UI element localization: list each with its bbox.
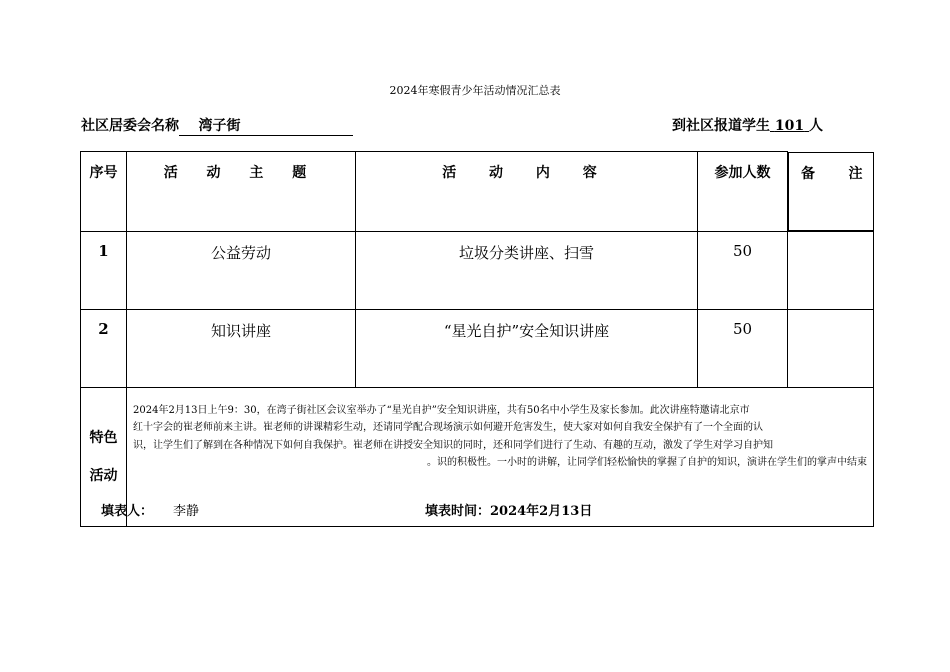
feature-line: 识，让学生们了解到在各种情况下如何自我保护。崔老师在讲授安全知识的同时，还和同学们进行了生动、有趣的互动，激发了学生对学习自护知 [133, 439, 773, 451]
row-note [788, 309, 874, 387]
filler-name: 李静 [173, 504, 200, 519]
students-count-underline [770, 118, 809, 134]
col-header-note-a: 备 [801, 165, 815, 182]
table-row [81, 231, 874, 309]
committee-field [81, 115, 353, 136]
row-theme: 知识讲座 [127, 309, 356, 387]
committee-name: 湾子街 [198, 118, 241, 134]
row-note [788, 231, 874, 309]
committee-name-underline [179, 118, 353, 136]
fill-date: 填表时间：2024年2月13日 [425, 504, 593, 519]
document-title: 2024年寒假青少年活动情况汇总表 [389, 84, 561, 97]
students-count: 101 [774, 118, 805, 134]
col-header-note [788, 152, 874, 231]
row-index: 1 [81, 231, 127, 309]
committee-label: 社区居委会名称 [81, 118, 179, 134]
students-field [672, 115, 823, 135]
row-index: 2 [81, 309, 127, 387]
feature-line: 。识的积极性。一小时的讲解，让同学们轻松愉快的掌握了自护的知识，演讲在学生们的掌声中结束 [427, 457, 867, 468]
row-count: 50 [698, 309, 788, 387]
table-row [81, 309, 874, 387]
feature-line: 2024年2月13日上午9：30，在湾子街社区会议室举办了“星光自护”安全知识讲座，共有50名中小学生及家长参加。此次讲座特邀请北京市 [133, 404, 750, 416]
col-header-index: 序号 [81, 152, 127, 232]
students-unit: 人 [808, 118, 823, 134]
row-theme: 公益劳动 [127, 231, 356, 309]
feature-label-line-2: 活动 [89, 467, 118, 484]
col-header-note-b: 注 [848, 165, 863, 182]
row-count: 50 [698, 231, 788, 309]
filler-field [101, 500, 199, 519]
feature-line: 红十字会的崔老师前来主讲。崔老师的讲课精彩生动，还请同学配合现场演示如何避开危害发生，使大家对如何自我安全保护有了一个全面的认 [133, 422, 763, 433]
row-content: “星光自护”安全知识讲座 [356, 309, 698, 387]
row-content: 垃圾分类讲座、扫雪 [356, 231, 698, 309]
filler-label: 填表人： [101, 504, 154, 519]
col-header-content: 活 动 内 容 [356, 152, 698, 232]
table-header-row [81, 152, 874, 232]
students-prefix: 到社区报道学生 [672, 118, 770, 134]
col-header-count: 参加人数 [698, 152, 788, 232]
activity-table [80, 151, 874, 527]
feature-label-line-1: 特色 [89, 429, 118, 446]
col-header-theme: 活 动 主 题 [127, 152, 356, 232]
